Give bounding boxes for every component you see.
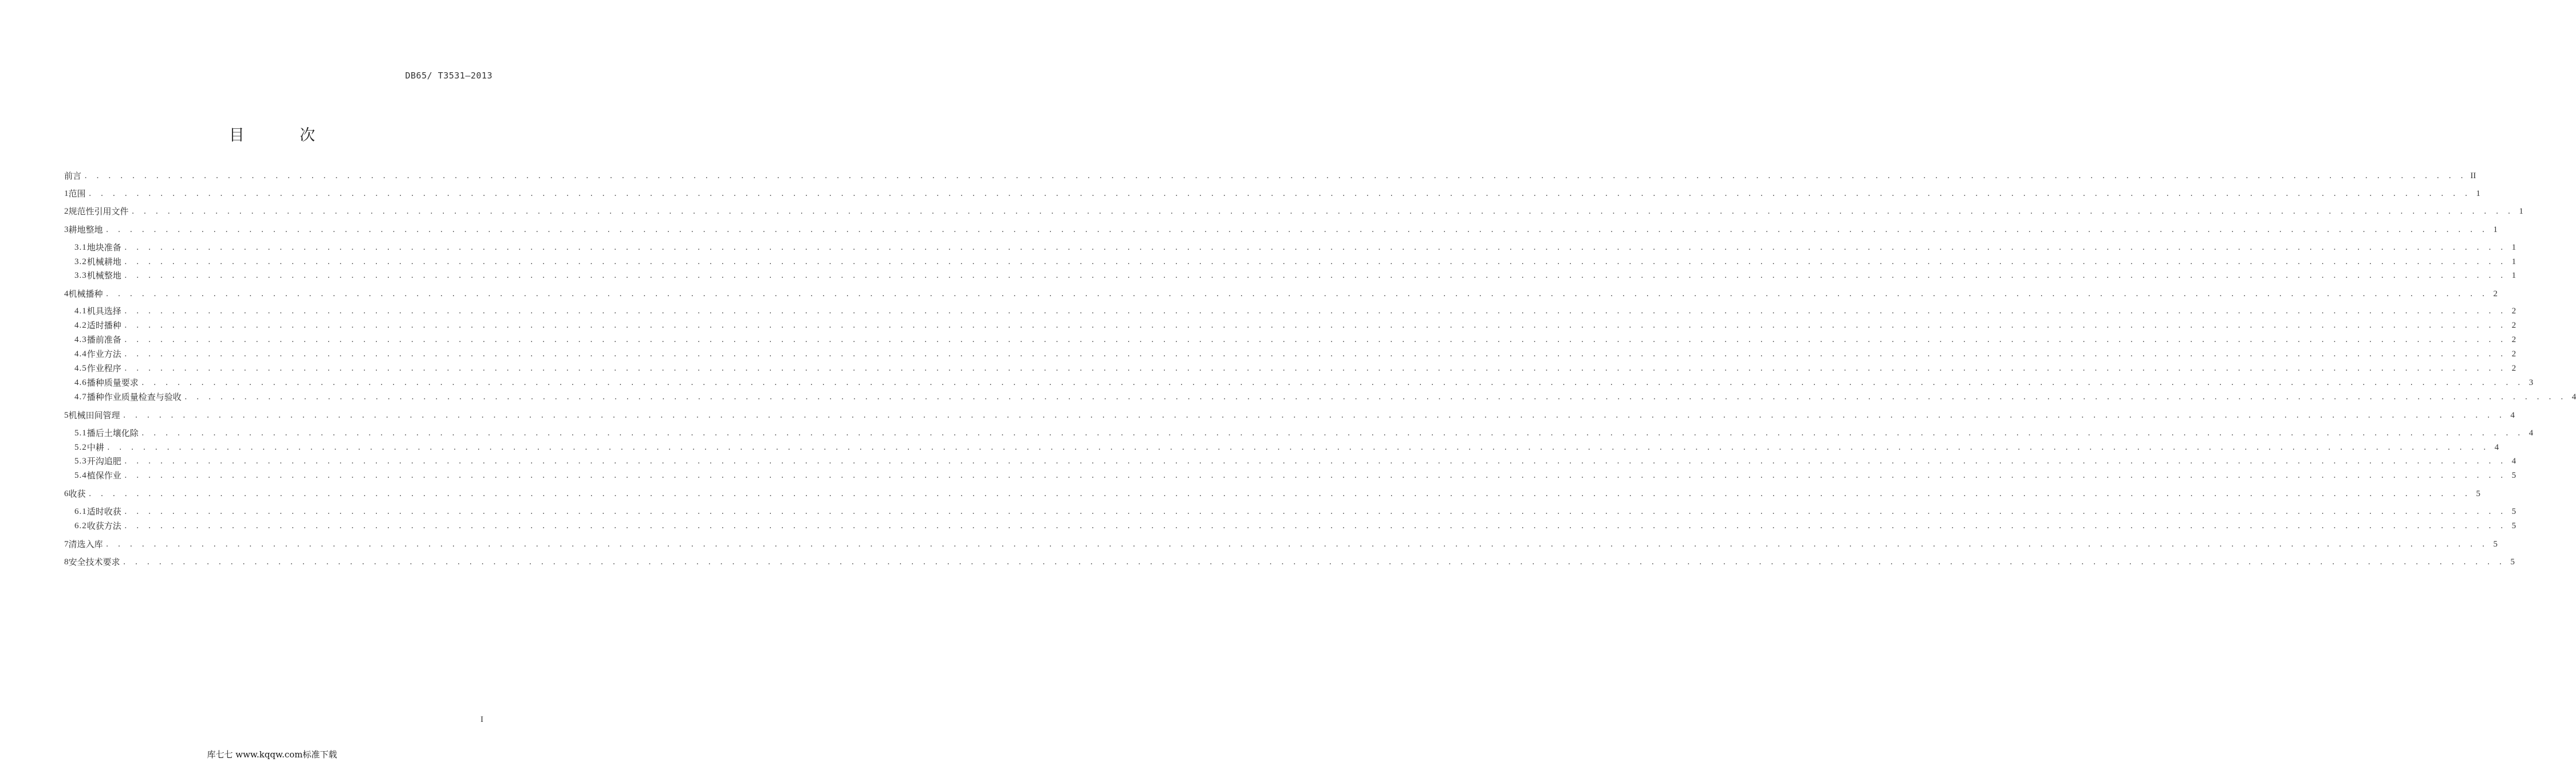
toc-entry[interactable] [74,427,2534,439]
toc-entry-page: 1 [2519,207,2523,216]
toc-entry-number: 3.3 [74,271,87,280]
toc-dot-leader: . . . . . . . . . . . . . . . . . . . . . . . . . . . . . . . . . . . . . . . . . . . . . . . . . . . . . . . . . . . . . . . . . . . . . . . . . . . . . . . . . . . . . . . . . . . . . . . . . . . . . . . . . . . . . . . . . . . . . . . . . . . . . . . . . . . . . . . . . . . . . . . . . . . . . . . . . . . . . . . . . . . . . . . . . . . . . . . . . . . . . . . . . . . . . . . . . . . . . . . . [123,508,2506,516]
toc-entry[interactable] [74,505,2516,518]
toc-entry-number: 3.1 [74,243,87,252]
toc-entry-label: 植保作业 [86,470,121,481]
toc-entry[interactable] [64,205,2523,218]
toc-entry[interactable] [64,288,2498,300]
toc-entry-page: 1 [2493,225,2498,234]
toc-entry-label: 作业方法 [86,349,121,359]
toc-entry[interactable] [74,269,2516,282]
toc-dot-leader: . . . . . . . . . . . . . . . . . . . . . . . . . . . . . . . . . . . . . . . . . . . . . . . . . . . . . . . . . . . . . . . . . . . . . . . . . . . . . . . . . . . . . . . . . . . . . . . . . . . . . . . . . . . . . . . . . . . . . . . . . . . . . . . . . . . . . . . . . . . . . . . . . . . . . . . . . . . . . . . . . . . . . . . . . . . . . . . . . . . . . . . . . . . . . . . . . . . . . . . . [105,540,2487,548]
toc-entry-page: 5 [2511,471,2516,480]
toc-entry[interactable] [74,455,2516,467]
toc-entry-page: 2 [2493,289,2498,298]
toc-dot-leader: . . . . . . . . . . . . . . . . . . . . . . . . . . . . . . . . . . . . . . . . . . . . . . . . . . . . . . . . . . . . . . . . . . . . . . . . . . . . . . . . . . . . . . . . . . . . . . . . . . . . . . . . . . . . . . . . . . . . . . . . . . . . . . . . . . . . . . . . . . . . . . . . . . . . . . . . . . . . . . . . . . . . . . . . . . . . . . . . . . . . . . . . . . . . . . . . . . . . . . . . [140,429,2523,437]
toc-entry-number: 4.6 [74,378,87,387]
toc-entry-label: 安全技术要求 [68,557,120,567]
toc-dot-leader: . . . . . . . . . . . . . . . . . . . . . . . . . . . . . . . . . . . . . . . . . . . . . . . . . . . . . . . . . . . . . . . . . . . . . . . . . . . . . . . . . . . . . . . . . . . . . . . . . . . . . . . . . . . . . . . . . . . . . . . . . . . . . . . . . . . . . . . . . . . . . . . . . . . . . . . . . . . . . . . . . . . . . . . . . . . . . . . . . . . . . . . . . . . . . . . . . . . . . . . . [123,336,2506,344]
toc-dot-leader: . . . . . . . . . . . . . . . . . . . . . . . . . . . . . . . . . . . . . . . . . . . . . . . . . . . . . . . . . . . . . . . . . . . . . . . . . . . . . . . . . . . . . . . . . . . . . . . . . . . . . . . . . . . . . . . . . . . . . . . . . . . . . . . . . . . . . . . . . . . . . . . . . . . . . . . . . . . . . . . . . . . . . . . . . . . . . . . . . . . . . . . . . . . . . . . . . . . . . . . . [123,522,2506,530]
toc-entry-page: 5 [2476,489,2480,498]
toc-entry-page: 3 [2528,378,2534,387]
toc-entry-page: 5 [2511,521,2516,531]
toc-entry-number: 2 [64,207,69,216]
toc-entry-page: 2 [2511,349,2516,359]
toc-entry[interactable] [74,305,2516,317]
toc-entry-page: 2 [2511,364,2516,373]
toc-entry-label: 播后土壤化除 [86,428,139,438]
toc-dot-leader: . . . . . . . . . . . . . . . . . . . . . . . . . . . . . . . . . . . . . . . . . . . . . . . . . . . . . . . . . . . . . . . . . . . . . . . . . . . . . . . . . . . . . . . . . . . . . . . . . . . . . . . . . . . . . . . . . . . . . . . . . . . . . . . . . . . . . . . . . . . . . . . . . . . . . . . . . . . . . . . . . . . . . . . . . . . . . . . . . . . . . . . . . . . . . . . . . . . . . . . . [123,243,2506,252]
toc-dot-leader: . . . . . . . . . . . . . . . . . . . . . . . . . . . . . . . . . . . . . . . . . . . . . . . . . . . . . . . . . . . . . . . . . . . . . . . . . . . . . . . . . . . . . . . . . . . . . . . . . . . . . . . . . . . . . . . . . . . . . . . . . . . . . . . . . . . . . . . . . . . . . . . . . . . . . . . . . . . . . . . . . . . . . . . . . . . . . . . . . . . . . . . . . . . . . . . . . . . . . . . . [131,207,2513,215]
toc-entry-number: 4.5 [74,364,87,373]
toc-entry[interactable] [64,538,2498,551]
toc-entry-label: 播种质量要求 [86,378,139,388]
toc-entry-number: 4.7 [74,392,87,402]
toc-dot-leader: . . . . . . . . . . . . . . . . . . . . . . . . . . . . . . . . . . . . . . . . . . . . . . . . . . . . . . . . . . . . . . . . . . . . . . . . . . . . . . . . . . . . . . . . . . . . . . . . . . . . . . . . . . . . . . . . . . . . . . . . . . . . . . . . . . . . . . . . . . . . . . . . . . . . . . . . . . . . . . . . . . . . . . . . . . . . . . . . . . . . . . . . . . . . . . . . . . . . . . . . [122,558,2504,566]
toc-dot-leader: . . . . . . . . . . . . . . . . . . . . . . . . . . . . . . . . . . . . . . . . . . . . . . . . . . . . . . . . . . . . . . . . . . . . . . . . . . . . . . . . . . . . . . . . . . . . . . . . . . . . . . . . . . . . . . . . . . . . . . . . . . . . . . . . . . . . . . . . . . . . . . . . . . . . . . . . . . . . . . . . . . . . . . . . . . . . . . . . . . . . . . . . . . . . . . . . . . . . . . . . [123,472,2506,480]
toc-dot-leader: . . . . . . . . . . . . . . . . . . . . . . . . . . . . . . . . . . . . . . . . . . . . . . . . . . . . . . . . . . . . . . . . . . . . . . . . . . . . . . . . . . . . . . . . . . . . . . . . . . . . . . . . . . . . . . . . . . . . . . . . . . . . . . . . . . . . . . . . . . . . . . . . . . . . . . . . . . . . . . . . . . . . . . . . . . . . . . . . . . . . . . . . . . . . . . . . . . . . . . . . [88,490,2470,498]
toc-entry-label: 范围 [68,188,86,199]
toc-entry-number: 5.4 [74,471,87,480]
toc-entry-number: 3.2 [74,257,87,266]
toc-dot-leader: . . . . . . . . . . . . . . . . . . . . . . . . . . . . . . . . . . . . . . . . . . . . . . . . . . . . . . . . . . . . . . . . . . . . . . . . . . . . . . . . . . . . . . . . . . . . . . . . . . . . . . . . . . . . . . . . . . . . . . . . . . . . . . . . . . . . . . . . . . . . . . . . . . . . . . . . . . . . . . . . . . . . . . . . . . . . . . . . . . . . . . . . . . . . . . . . . . . . . . . . [183,393,2566,401]
toc-entry-number: 4.3 [74,335,87,344]
toc-dot-leader: . . . . . . . . . . . . . . . . . . . . . . . . . . . . . . . . . . . . . . . . . . . . . . . . . . . . . . . . . . . . . . . . . . . . . . . . . . . . . . . . . . . . . . . . . . . . . . . . . . . . . . . . . . . . . . . . . . . . . . . . . . . . . . . . . . . . . . . . . . . . . . . . . . . . . . . . . . . . . . . . . . . . . . . . . . . . . . . . . . . . . . . . . . . . . . . . . . . . . . . . [123,457,2506,465]
page-title: 目 次 [229,127,341,144]
toc-entry-number: 5.2 [74,443,87,452]
toc-entry-label: 播种作业质量检查与验收 [86,392,182,402]
toc-entry[interactable] [64,170,2476,182]
toc-entry[interactable] [74,441,2499,454]
toc-entry-page: 4 [2511,457,2516,466]
toc-entry[interactable] [74,362,2516,375]
toc-entry-page: 2 [2511,335,2516,344]
toc-entry-number: 5 [64,411,69,420]
toc-entry-number: 4.1 [74,307,87,316]
toc-entry-number: 6.1 [74,507,87,516]
toc-entry-page: 2 [2511,321,2516,330]
toc-entry-number: 7 [64,540,69,549]
toc-entry[interactable] [64,223,2498,236]
toc-dot-leader: . . . . . . . . . . . . . . . . . . . . . . . . . . . . . . . . . . . . . . . . . . . . . . . . . . . . . . . . . . . . . . . . . . . . . . . . . . . . . . . . . . . . . . . . . . . . . . . . . . . . . . . . . . . . . . . . . . . . . . . . . . . . . . . . . . . . . . . . . . . . . . . . . . . . . . . . . . . . . . . . . . . . . . . . . . . . . . . . . . . . . . . . . . . . . . . . . . . . . . . . [122,411,2504,419]
toc-entry-page: 4 [2494,443,2499,452]
toc-dot-leader: . . . . . . . . . . . . . . . . . . . . . . . . . . . . . . . . . . . . . . . . . . . . . . . . . . . . . . . . . . . . . . . . . . . . . . . . . . . . . . . . . . . . . . . . . . . . . . . . . . . . . . . . . . . . . . . . . . . . . . . . . . . . . . . . . . . . . . . . . . . . . . . . . . . . . . . . . . . . . . . . . . . . . . . . . . . . . . . . . . . . . . . . . . . . . . . . . . . . . . . . [88,190,2470,198]
toc-entry-number: 1 [64,189,69,198]
toc-entry-label: 中耕 [86,442,104,453]
toc-entry-label: 机具选择 [86,306,121,316]
toc-entry[interactable] [64,556,2515,568]
page-number: I [480,715,483,724]
toc-dot-leader: . . . . . . . . . . . . . . . . . . . . . . . . . . . . . . . . . . . . . . . . . . . . . . . . . . . . . . . . . . . . . . . . . . . . . . . . . . . . . . . . . . . . . . . . . . . . . . . . . . . . . . . . . . . . . . . . . . . . . . . . . . . . . . . . . . . . . . . . . . . . . . . . . . . . . . . . . . . . . . . . . . . . . . . . . . . . . . . . . . . . . . . . . . . . . . . . . . . . . . . . [105,226,2487,234]
toc-entry-label: 清选入库 [68,539,103,549]
toc-entry[interactable] [74,469,2516,482]
toc-entry-label: 播前准备 [86,335,121,345]
toc-entry[interactable] [74,256,2516,268]
toc-entry[interactable] [74,348,2516,360]
toc-entry-page: 1 [2511,271,2516,280]
toc-entry-page: 1 [2511,257,2516,266]
toc-entry-label: 规范性引用文件 [68,206,129,217]
toc-dot-leader: . . . . . . . . . . . . . . . . . . . . . . . . . . . . . . . . . . . . . . . . . . . . . . . . . . . . . . . . . . . . . . . . . . . . . . . . . . . . . . . . . . . . . . . . . . . . . . . . . . . . . . . . . . . . . . . . . . . . . . . . . . . . . . . . . . . . . . . . . . . . . . . . . . . . . . . . . . . . . . . . . . . . . . . . . . . . . . . . . . . . . . . . . . . . . . . . . . . . . . . . [123,364,2506,372]
toc-entry-page: 5 [2493,540,2498,549]
toc-dot-leader: . . . . . . . . . . . . . . . . . . . . . . . . . . . . . . . . . . . . . . . . . . . . . . . . . . . . . . . . . . . . . . . . . . . . . . . . . . . . . . . . . . . . . . . . . . . . . . . . . . . . . . . . . . . . . . . . . . . . . . . . . . . . . . . . . . . . . . . . . . . . . . . . . . . . . . . . . . . . . . . . . . . . . . . . . . . . . . . . . . . . . . . . . . . . . . . . . . . . . . . . [123,350,2506,358]
toc-entry-page: 1 [2511,243,2516,252]
toc-entry-page: 4 [2571,392,2576,402]
toc-entry-number: 6.2 [74,521,87,531]
toc-entry-label: 机械整地 [86,270,121,281]
toc-entry-label: 适时收获 [86,506,121,517]
toc-dot-leader: . . . . . . . . . . . . . . . . . . . . . . . . . . . . . . . . . . . . . . . . . . . . . . . . . . . . . . . . . . . . . . . . . . . . . . . . . . . . . . . . . . . . . . . . . . . . . . . . . . . . . . . . . . . . . . . . . . . . . . . . . . . . . . . . . . . . . . . . . . . . . . . . . . . . . . . . . . . . . . . . . . . . . . . . . . . . . . . . . . . . . . . . . . . . . . . . . . . . . . . . [123,272,2506,280]
toc-entry[interactable] [74,376,2534,389]
toc-entry-label: 地块准备 [86,242,121,253]
toc-dot-leader: . . . . . . . . . . . . . . . . . . . . . . . . . . . . . . . . . . . . . . . . . . . . . . . . . . . . . . . . . . . . . . . . . . . . . . . . . . . . . . . . . . . . . . . . . . . . . . . . . . . . . . . . . . . . . . . . . . . . . . . . . . . . . . . . . . . . . . . . . . . . . . . . . . . . . . . . . . . . . . . . . . . . . . . . . . . . . . . . . . . . . . . . . . . . . . . . . . . . . . . . [106,443,2489,451]
toc-entry-number: 4.2 [74,321,87,330]
toc-entry[interactable] [74,241,2516,254]
toc-entry-label: 收获 [68,489,86,499]
toc-dot-leader: . . . . . . . . . . . . . . . . . . . . . . . . . . . . . . . . . . . . . . . . . . . . . . . . . . . . . . . . . . . . . . . . . . . . . . . . . . . . . . . . . . . . . . . . . . . . . . . . . . . . . . . . . . . . . . . . . . . . . . . . . . . . . . . . . . . . . . . . . . . . . . . . . . . . . . . . . . . . . . . . . . . . . . . . . . . . . . . . . . . . . . . . . . . . . . . . . . . . . . . . [105,290,2487,298]
toc-dot-leader: . . . . . . . . . . . . . . . . . . . . . . . . . . . . . . . . . . . . . . . . . . . . . . . . . . . . . . . . . . . . . . . . . . . . . . . . . . . . . . . . . . . . . . . . . . . . . . . . . . . . . . . . . . . . . . . . . . . . . . . . . . . . . . . . . . . . . . . . . . . . . . . . . . . . . . . . . . . . . . . . . . . . . . . . . . . . . . . . . . . . . . . . . . . . . . . . . . . . . . . . [84,172,2466,180]
toc-entry-page: II [2470,171,2476,180]
toc-dot-leader: . . . . . . . . . . . . . . . . . . . . . . . . . . . . . . . . . . . . . . . . . . . . . . . . . . . . . . . . . . . . . . . . . . . . . . . . . . . . . . . . . . . . . . . . . . . . . . . . . . . . . . . . . . . . . . . . . . . . . . . . . . . . . . . . . . . . . . . . . . . . . . . . . . . . . . . . . . . . . . . . . . . . . . . . . . . . . . . . . . . . . . . . . . . . . . . . . . . . . . . . [123,321,2506,329]
toc-entry-label: 适时播种 [86,320,121,331]
toc-dot-leader: . . . . . . . . . . . . . . . . . . . . . . . . . . . . . . . . . . . . . . . . . . . . . . . . . . . . . . . . . . . . . . . . . . . . . . . . . . . . . . . . . . . . . . . . . . . . . . . . . . . . . . . . . . . . . . . . . . . . . . . . . . . . . . . . . . . . . . . . . . . . . . . . . . . . . . . . . . . . . . . . . . . . . . . . . . . . . . . . . . . . . . . . . . . . . . . . . . . . . . . . [123,307,2506,315]
toc-entry-page: 4 [2528,429,2534,438]
toc-entry-number: 3 [64,225,69,234]
toc-entry-label: 前言 [64,171,82,181]
document-code: DB65/ T3531—2013 [405,70,493,81]
toc-entry-page: 2 [2511,307,2516,316]
toc-entry[interactable] [74,520,2516,532]
toc-entry-label: 耕地整地 [68,225,103,235]
toc-entry-page: 5 [2511,507,2516,516]
toc-dot-leader: . . . . . . . . . . . . . . . . . . . . . . . . . . . . . . . . . . . . . . . . . . . . . . . . . . . . . . . . . . . . . . . . . . . . . . . . . . . . . . . . . . . . . . . . . . . . . . . . . . . . . . . . . . . . . . . . . . . . . . . . . . . . . . . . . . . . . . . . . . . . . . . . . . . . . . . . . . . . . . . . . . . . . . . . . . . . . . . . . . . . . . . . . . . . . . . . . . . . . . . . [123,258,2506,266]
toc-entry-label: 开沟追肥 [86,456,121,466]
toc-entry[interactable] [64,187,2480,200]
toc-entry[interactable] [74,319,2516,332]
toc-entry-page: 5 [2510,557,2515,567]
toc-entry-page: 1 [2476,189,2480,198]
toc-entry-number: 8 [64,557,69,567]
toc-entry-page: 4 [2510,411,2515,420]
toc-entry-number: 4.4 [74,349,87,359]
toc-entry[interactable] [74,391,2576,403]
toc-entry-number: 5.1 [74,429,87,438]
toc-entry-number: 4 [64,289,69,298]
toc-entry-label: 机械播种 [68,289,103,299]
watermark-text: 库七七 www.kqqw.com标准下载 [207,749,337,760]
toc-entry-label: 收获方法 [86,521,121,531]
toc-entry-number: 5.3 [74,457,87,466]
toc-entry[interactable] [64,488,2480,500]
toc-entry-label: 机械田间管理 [68,410,120,421]
toc-entry[interactable] [74,333,2516,346]
toc-entry[interactable] [64,409,2515,422]
toc-dot-leader: . . . . . . . . . . . . . . . . . . . . . . . . . . . . . . . . . . . . . . . . . . . . . . . . . . . . . . . . . . . . . . . . . . . . . . . . . . . . . . . . . . . . . . . . . . . . . . . . . . . . . . . . . . . . . . . . . . . . . . . . . . . . . . . . . . . . . . . . . . . . . . . . . . . . . . . . . . . . . . . . . . . . . . . . . . . . . . . . . . . . . . . . . . . . . . . . . . . . . . . . [140,379,2523,387]
toc-entry-label: 作业程序 [86,363,121,374]
toc-entry-label: 机械耕地 [86,257,121,267]
toc-entry-number: 6 [64,489,69,498]
